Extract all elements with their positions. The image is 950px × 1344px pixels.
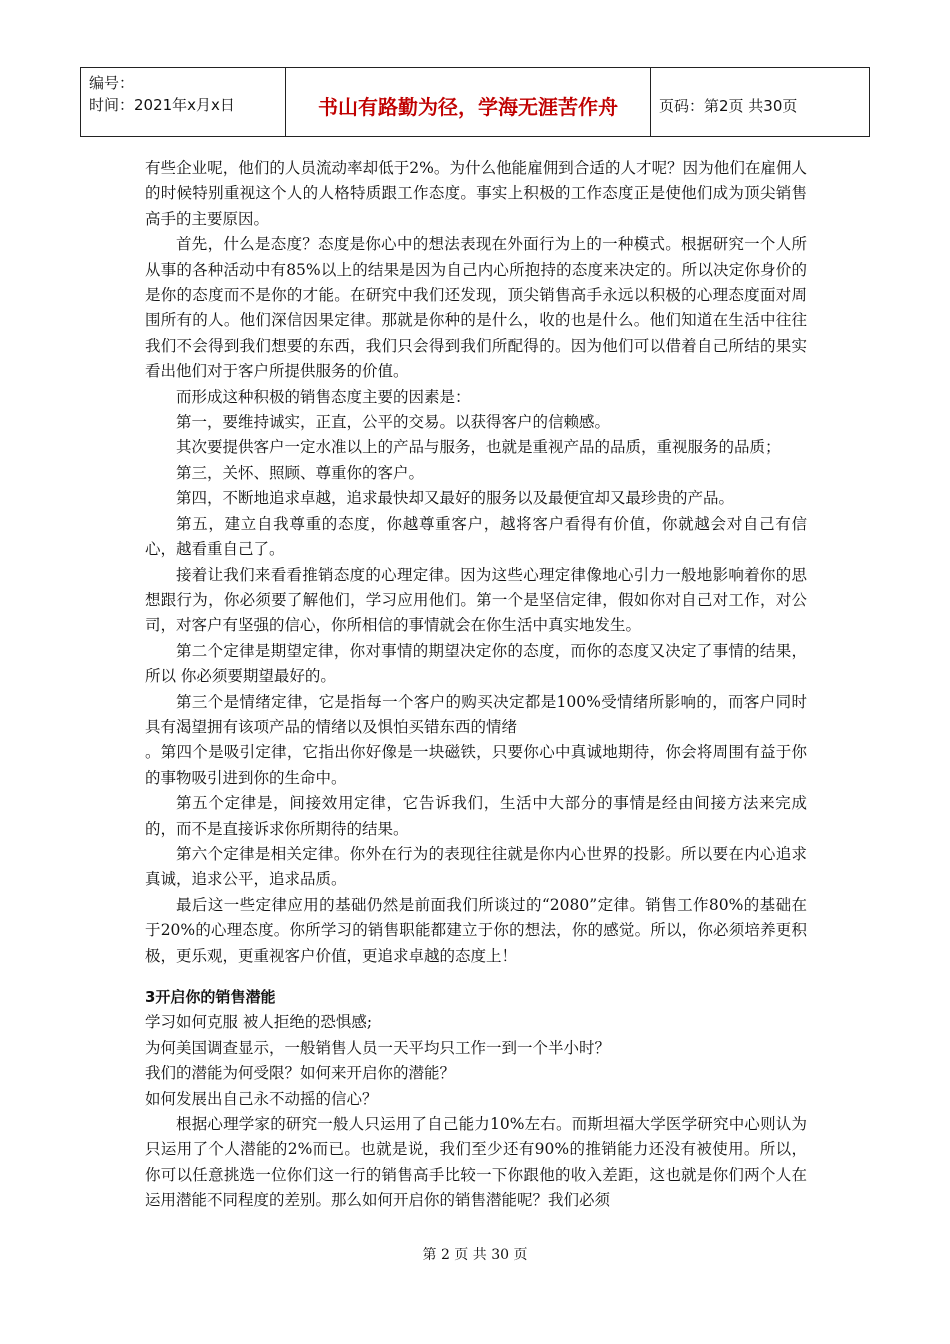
paragraph: 第一，要维持诚实，正直，公平的交易。以获得客户的信赖感。 [176,413,611,432]
section-heading: 3开启你的销售潜能 [145,988,276,1006]
header-meta [81,68,286,136]
paragraph: 有些企业呢，他们的人员流动率却低于2%。为什么他能雇佣到合适的人才呢？因为他们在雇佣人的时候特别重视这个人的人格特质跟工作态度。事实上积极的工作态度正是使他们成为顶尖销售高手的主要原因。 [145,159,807,228]
paragraph: 。第四个是吸引定律，它指出你好像是一块磁铁，只要你心中真诚地期待，你会将周围有益于你的事物吸引进到你的生命中。 [145,743,807,787]
question-line: 我们的潜能为何受限？如何来开启你的潜能？ [145,1064,456,1083]
question-line: 学习如何克服 被人拒绝的恐惧感; [145,1013,373,1032]
question-line: 为何美国调查显示，一般销售人员一天平均只工作一到一个半小时？ [145,1038,611,1057]
document-number-label: 编号： [89,74,135,92]
page-footer: 第 2 页 共 30 页 [422,1247,528,1263]
question-line: 如何发展出自己永不动摇的信心？ [145,1089,378,1108]
paragraph: 接着让我们来看看推销态度的心理定律。因为这些心理定律像地心引力一般地影响着你的思想跟行为，你必须要了解他们，学习应用他们。第一个是坚信定律，假如你对自己对工作，对公司，对客户有坚强的信心，你所相信的事情就会在你生活中真实地发生。 [145,565,807,635]
paragraph: 第四，不断地追求卓越，追求最快却又最好的服务以及最便宜却又最珍贵的产品。 [176,489,735,508]
paragraph: 第五，建立自我尊重的态度，你越尊重客户，越将客户看得有价值，你就越会对自己有信心，越看重自己了。 [145,514,807,559]
paragraph: 第三，关怀、照顾、尊重你的客户。 [176,463,425,482]
document-body [145,156,807,1214]
paragraph: 而形成这种积极的销售态度主要的因素是： [176,387,471,406]
paragraph: 第五个定律是，间接效用定律，它告诉我们，生活中大部分的事情是经由间接方法来完成的，而不是直接诉求你所期待的结果。 [145,794,807,838]
header-page-info: 页码：第2页 共30页 [659,96,798,115]
paragraph: 最后这一些定律应用的基础仍然是前面我们所谈过的“2080”定律。销售工作80%的基础在于20%的心理态度。你所学习的销售职能都建立于你的想法，你的感觉。所以，你必须培养更积极，更乐观，更重视客户价值，更追求卓越的态度上！ [145,895,807,965]
paragraph: 第三个是情绪定律，它是指每一个客户的购买决定都是100%受情绪所影响的，而客户同时具有渴望拥有该项产品的情绪以及惧怕买错东西的情绪 [145,692,807,736]
page-header [80,67,870,137]
paragraph: 第二个定律是期望定律，你对事情的期望决定你的态度，而你的态度又决定了事情的结果，所以 你必须要期望最好的。 [145,641,807,686]
paragraph: 第六个定律是相关定律。你外在行为的表现往往就是你内心世界的投影。所以要在内心追求真诚，追求公平，追求品质。 [145,844,807,889]
header-motto: 书山有路勤为径，学海无涯苦作舟 [286,68,651,136]
paragraph: 根据心理学家的研究一般人只运用了自己能力10%左右。而斯坦福大学医学研究中心则认为 只运用了个人潜能的2%而已。也就是说，我们至少还有90%的推销能力还没有被使用。所以，你可以任意挑选一位你们这一行的销售高手比较一下你跟他的收入差距，这也就是你们两个人在运用潜能不同程度的差别。那么如何开启你的销售潜能呢？我们必须 [145,1115,807,1210]
paragraph: 首先，什么是态度？态度是你心中的想法表现在外面行为上的一种模式。根据研究一个人所从事的各种活动中有85%以上的结果是因为自己内心所抱持的态度来决定的。所以决定你身价的是你的态度而不是你的才能。在研究中我们还发现，顶尖销售高手永远以积极的心理态度面对周围所有的人。他们深信因果定律。那就是你种的是什么，收的也是什么。他们知道在生活中往往我们不会得到我们想要的东西，我们只会得到我们所配得的。因为他们可以借着自己所结的果实看出他们对于客户所提供服务的价值。 [145,235,807,381]
document-time-label: 时间：2021年x月x日 [89,96,235,114]
paragraph: 其次要提供客户一定水准以上的产品与服务，也就是重视产品的品质，重视服务的品质； [176,438,781,457]
